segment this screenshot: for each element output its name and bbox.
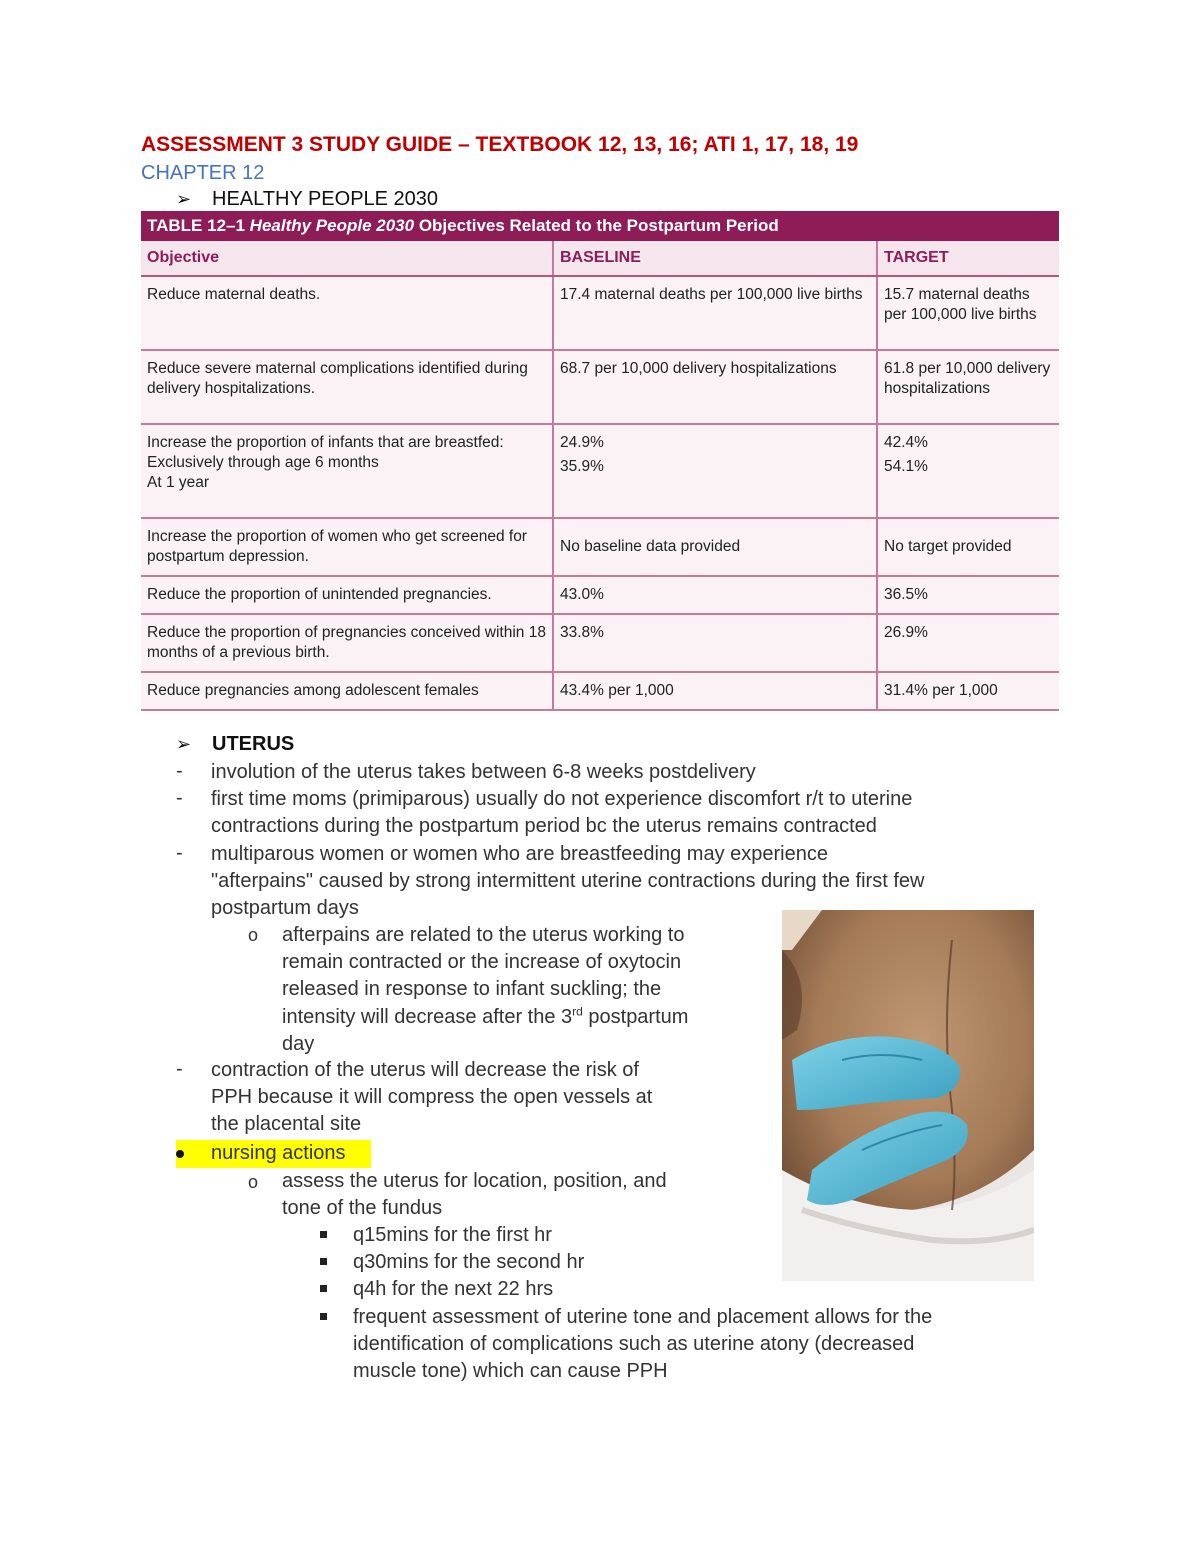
body-line: q4h for the next 22 hrs (353, 1278, 554, 1300)
table-title: TABLE 12–1 Healthy People 2030 Objectives Related to the Postpartum Period (141, 211, 1059, 241)
body-line: tone of the fundus (282, 1197, 443, 1219)
chapter-heading: CHAPTER 12 (141, 162, 265, 184)
column-header: Objective (141, 241, 553, 276)
square-bullet (320, 1285, 327, 1292)
circle-bullet: o (248, 925, 259, 945)
circle-bullet: o (248, 1172, 259, 1192)
body-line: PPH because it will compress the open vessels at (211, 1086, 653, 1108)
body-line: afterpains are related to the uterus working to (282, 924, 685, 946)
table-row (141, 276, 1059, 350)
body-line: intensity will decrease after the 3rd postpartum (282, 1004, 689, 1028)
body-line: released in response to infant suckling; the (282, 978, 662, 1000)
section-heading-uterus (176, 733, 294, 756)
table-cell: Reduce pregnancies among adolescent females (141, 672, 553, 710)
dash-bullet: - (176, 1058, 183, 1080)
table-row (141, 672, 1059, 710)
body-line: "afterpains" caused by strong intermittent uterine contractions during the first few (211, 870, 925, 892)
table-cell: 26.9% (877, 614, 1059, 672)
nursing-actions-heading: nursing actions (211, 1142, 346, 1164)
table-cell: Reduce the proportion of unintended pregnancies. (141, 576, 553, 614)
square-bullet (320, 1313, 327, 1320)
table-cell: 68.7 per 10,000 delivery hospitalizations (553, 350, 877, 424)
table-header-row (141, 241, 1059, 276)
table-cell: Increase the proportion of women who get screened for postpartum depression. (141, 518, 553, 576)
table-cell: 31.4% per 1,000 (877, 672, 1059, 710)
healthy-people-table (141, 211, 1059, 711)
arrow-bullet-icon: ➢ (176, 189, 192, 209)
table-cell: 61.8 per 10,000 delivery hospitalizations (877, 350, 1059, 424)
table-cell: 43.0% (553, 576, 877, 614)
table-cell: Increase the proportion of infants that are breastfed: Exclusively through age 6 months At 1 year (141, 424, 553, 518)
body-line: q30mins for the second hr (353, 1251, 585, 1273)
body-line: multiparous women or women who are breastfeeding may experience (211, 843, 828, 865)
body-line: frequent assessment of uterine tone and placement allows for the (353, 1306, 933, 1328)
body-line: postpartum days (211, 897, 359, 919)
body-line: muscle tone) which can cause PPH (353, 1360, 668, 1382)
body-line: q15mins for the first hr (353, 1224, 552, 1246)
document-title: ASSESSMENT 3 STUDY GUIDE – TEXTBOOK 12, 13, 16; ATI 1, 17, 18, 19 (141, 133, 859, 156)
square-bullet (320, 1231, 327, 1238)
section-heading-text: UTERUS (212, 733, 295, 755)
body-line: assess the uterus for location, position, and (282, 1170, 667, 1192)
table-row (141, 350, 1059, 424)
table-cell: No target provided (877, 518, 1059, 576)
dash-bullet: - (176, 760, 183, 782)
table-cell: 15.7 maternal deaths per 100,000 live births (877, 276, 1059, 350)
body-line: remain contracted or the increase of oxytocin (282, 951, 682, 973)
dash-bullet: - (176, 787, 183, 809)
table-cell: No baseline data provided (553, 518, 877, 576)
body-line: contractions during the postpartum period bc the uterus remains contracted (211, 815, 877, 837)
disc-bullet (176, 1150, 184, 1158)
table-cell: 42.4% 54.1% (877, 424, 1059, 518)
column-header: TARGET (877, 241, 1059, 276)
table-cell: Reduce maternal deaths. (141, 276, 553, 350)
table-cell: 43.4% per 1,000 (553, 672, 877, 710)
table-row (141, 424, 1059, 518)
body-line: first time moms (primiparous) usually do not experience discomfort r/t to uterine (211, 788, 913, 810)
table-cell: 17.4 maternal deaths per 100,000 live births (553, 276, 877, 350)
section-heading-healthy-people (176, 188, 438, 211)
table-cell: 33.8% (553, 614, 877, 672)
dash-bullet: - (176, 842, 183, 864)
table-cell: 24.9% 35.9% (553, 424, 877, 518)
body-line: the placental site (211, 1113, 362, 1135)
body-line: contraction of the uterus will decrease the risk of (211, 1059, 639, 1081)
body-line: identification of complications such as uterine atony (decreased (353, 1333, 915, 1355)
table-row (141, 518, 1059, 576)
arrow-bullet-icon: ➢ (176, 734, 192, 754)
table-row (141, 576, 1059, 614)
table-cell: 36.5% (877, 576, 1059, 614)
section-heading-text: HEALTHY PEOPLE 2030 (212, 188, 439, 210)
table-cell: Reduce the proportion of pregnancies conceived within 18 months of a previous birth. (141, 614, 553, 672)
fundal-massage-photo (782, 910, 1034, 1281)
square-bullet (320, 1258, 327, 1265)
column-header: BASELINE (553, 241, 877, 276)
body-line: day (282, 1033, 315, 1055)
body-line: involution of the uterus takes between 6-8 weeks postdelivery (211, 761, 756, 783)
table-cell: Reduce severe maternal complications identified during delivery hospitalizations. (141, 350, 553, 424)
table-row (141, 614, 1059, 672)
